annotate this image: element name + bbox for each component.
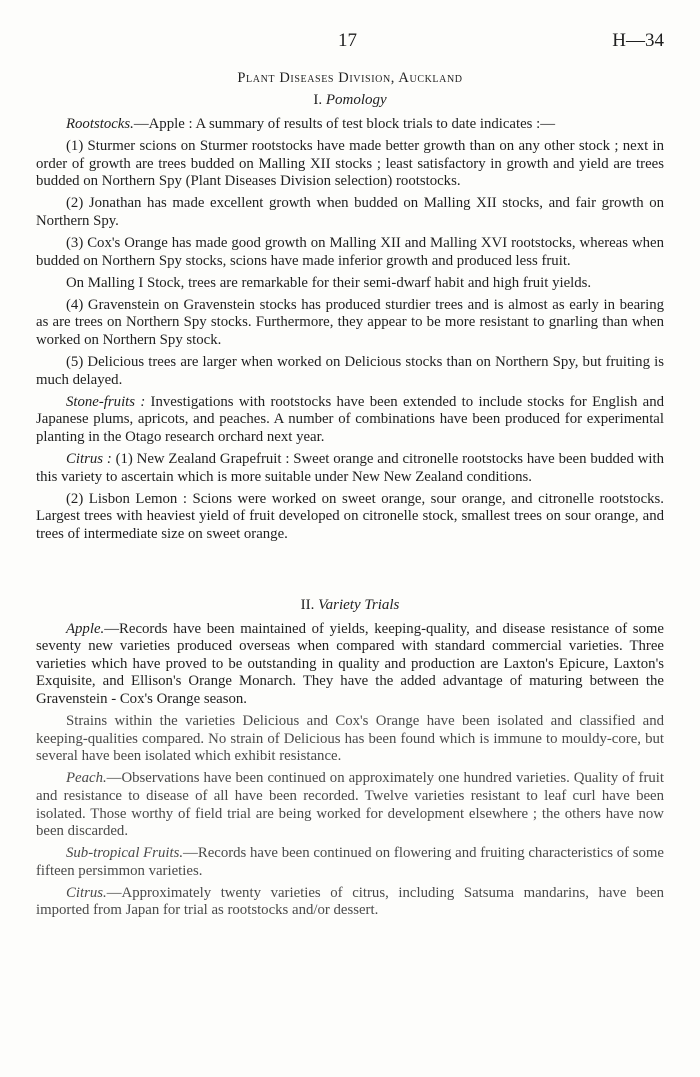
paragraph-lead: Sub-tropical Fruits. <box>66 845 184 862</box>
page-header <box>36 24 664 58</box>
paragraph <box>36 354 664 389</box>
paragraph-text: Strains within the varieties Delicious and Cox's Orange have been isolated and classified and keeping-qualities compared. No strain of Delicious has been found which is immune to mouldy-core, but several have been isolated which exhibit resistance. <box>36 713 664 765</box>
paragraph-lead: Stone-fruits : <box>66 393 146 410</box>
section-title: Variety Trials <box>318 596 400 613</box>
paragraph-lead: Citrus : <box>66 451 112 468</box>
section-body-pomology <box>36 116 664 544</box>
paragraph <box>36 770 664 840</box>
paragraph-lead: Citrus. <box>66 884 107 901</box>
section-numeral: II. <box>300 596 315 613</box>
paragraph <box>36 275 664 293</box>
paragraph <box>36 116 664 134</box>
paragraph-lead: Apple. <box>66 620 105 637</box>
paragraph-text: (4) Gravenstein on Gravenstein stocks has produced sturdier trees and is almost as early in bearing as are trees on Northern Spy stocks. Furthermore, they appear to be more resistant to gnarling than when worked on Northern Spy stock. <box>36 296 664 349</box>
paragraph <box>36 195 664 230</box>
paragraph-text: —Records have been maintained of yields, keeping-quality, and disease resistance of some seventy new varieties produced overseas when compared with standard commercial varieties. Three varieties which have proved to be outstanding in quality and production are Laxton's Epicure, Laxton's Exquisite, and Ellison's Orange Monarch. They have the added advantage of maturing between the Gravenstein - Cox's Orange season. <box>36 620 664 707</box>
paragraph-lead: Peach. <box>66 770 107 787</box>
paragraph <box>36 138 664 191</box>
paragraph <box>36 491 664 544</box>
paragraph-text: Investigations with rootstocks have been extended to include stocks for English and Japanese plums, apricots, and peaches. A number of combinations have been produced for experimental planting in the Otago research orchard next year. <box>36 393 664 445</box>
paragraph <box>36 845 664 880</box>
document-page <box>36 24 664 920</box>
section-title: Pomology <box>325 92 387 108</box>
paragraph-text: —Apple : A summary of results of test block trials to date indicates :— <box>133 116 556 132</box>
paragraph-text: On Malling I Stock, trees are remarkable for their semi-dwarf habit and high fruit yields. <box>66 274 592 291</box>
paragraph <box>36 235 664 270</box>
division-title: Plant Diseases Division, Auckland <box>237 70 463 86</box>
paragraph <box>36 451 664 486</box>
section-numeral: I. <box>313 92 323 108</box>
paragraph <box>36 297 664 350</box>
paragraph-text: —Approximately twenty varieties of citrus, including Satsuma mandarins, have been imported from Japan for trial as rootstocks and/or dessert. <box>36 884 664 919</box>
section-body-variety-trials <box>36 621 664 921</box>
page-number: 17 <box>338 30 357 51</box>
paragraph <box>36 621 664 709</box>
paragraph-text: (1) New Zealand Grapefruit : Sweet orange and citronelle rootstocks have been budded with this variety to ascertain which is more suitable under New New Zealand conditions. <box>36 451 665 485</box>
paragraph-text: (5) Delicious trees are larger when worked on Delicious stocks than on Northern Spy, but fruiting is much delayed. <box>36 354 664 388</box>
paragraph-text: (2) Lisbon Lemon : Scions were worked on sweet orange, sour orange, and citronelle rootstocks. Largest trees with heaviest yield of fruit developed on citronelle stock, smallest trees on sour orange, and trees of intermediate size on sweet orange. <box>36 490 664 542</box>
paragraph-text: —Records have been continued on flowering and fruiting characteristics of some fifteen persimmon varieties. <box>36 845 664 879</box>
section-heading-variety-trials <box>36 597 664 614</box>
paragraph-text: —Observations have been continued on approximately one hundred varieties. Quality of fruit and resistance to disease of all have been recorded. Twelve varieties resistant to leaf curl have been isolated. Those worthy of field trial are being worked for development elsewhere ; the others have now been discarded. <box>36 770 664 840</box>
document-reference: H—34 <box>612 30 664 51</box>
paragraph <box>36 394 664 447</box>
paragraph <box>36 713 664 766</box>
paragraph-text: (2) Jonathan has made excellent growth when budded on Malling XII stocks, and fair growth on Northern Spy. <box>36 195 664 229</box>
paragraph-text: (3) Cox's Orange has made good growth on Malling XII and Malling XVI rootstocks, whereas when budded on Northern Spy stocks, scions have made inferior growth and produced less fruit. <box>36 235 664 269</box>
section-heading-pomology <box>36 92 664 109</box>
paragraph <box>36 885 664 920</box>
paragraph-text: (1) Sturmer scions on Sturmer rootstocks have made better growth than on any other stock ; next in order of growth are trees budded on Malling XII stocks ; least satisfactory in growth and yield are trees budded on Northern Spy (Plant Diseases Division selection) rootstocks. <box>36 138 664 190</box>
paragraph-lead: Rootstocks. <box>66 116 134 132</box>
